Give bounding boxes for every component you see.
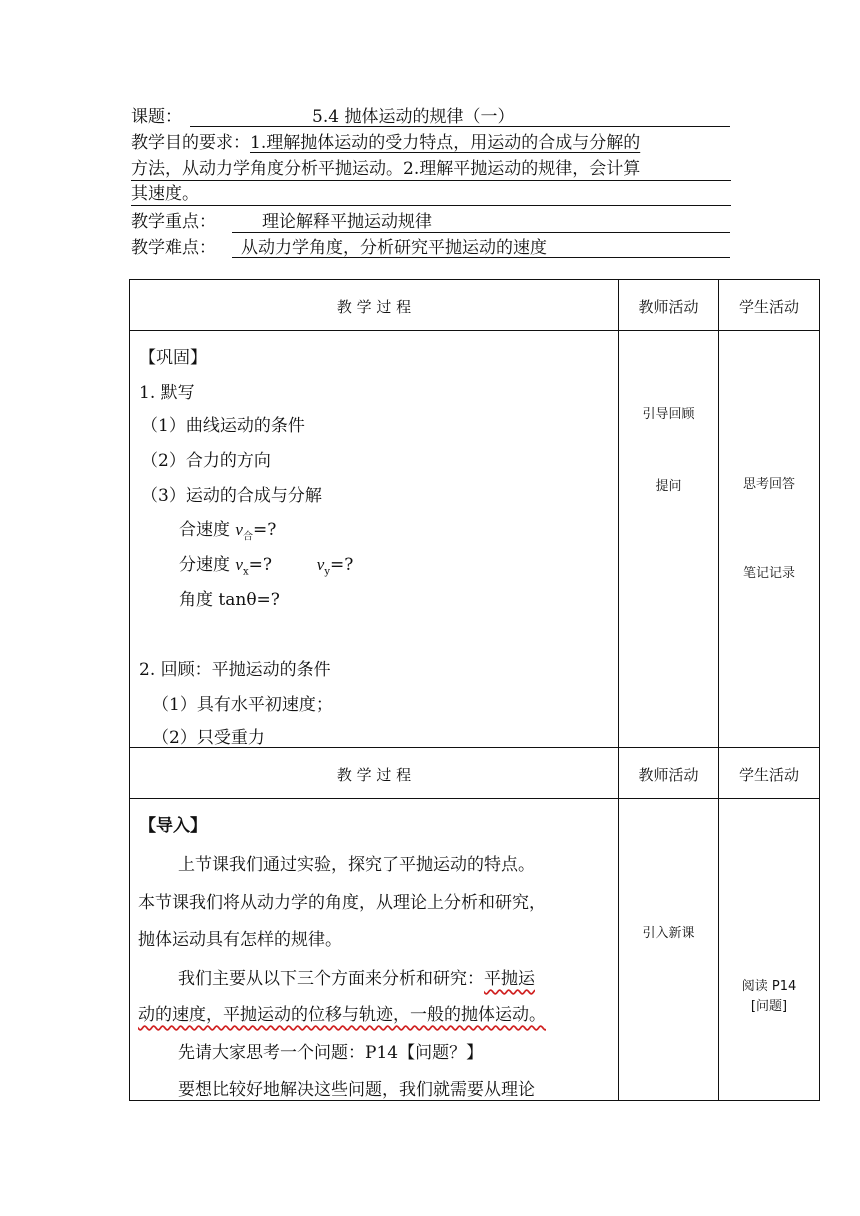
intro-p2-line-1: 我们主要从以下三个方面来分析和研究：平抛运 xyxy=(178,969,535,989)
condition-2: （2）只受重力 xyxy=(152,728,265,748)
goals-text-3: 其速度。 xyxy=(131,184,199,204)
formula-angle: 角度 tanθ=? xyxy=(179,590,280,610)
goals-line-3 xyxy=(131,183,731,205)
teacher-activity-guide-review: 引导回顾 xyxy=(642,407,695,422)
goals-line-1 xyxy=(131,132,731,154)
row-divider-1 xyxy=(129,330,820,331)
key-value: 理论解释平抛运动规律 xyxy=(262,212,432,232)
goals-text-2: 方法，从动力学角度分析平抛运动。2.理解平抛运动的规律，会计算 xyxy=(131,159,641,179)
condition-1: （1）具有水平初速度； xyxy=(152,695,333,715)
key-label: 教学重点： xyxy=(131,212,216,232)
intro-p2-line-2: 动的速度，平抛运动的位移与轨迹，一般的抛体运动。 xyxy=(138,1005,546,1025)
header-student-2: 学生活动 xyxy=(738,766,799,784)
goals-label: 教学目的要求： xyxy=(131,133,250,153)
intro-p1-line-3: 抛体运动具有怎样的规律。 xyxy=(138,930,342,950)
header-process: 教 学 过 程 xyxy=(336,298,412,316)
difficulty-row xyxy=(131,237,731,259)
difficulty-label: 教学难点： xyxy=(131,238,216,258)
goals-underline-2 xyxy=(131,180,731,181)
review-sub-1: （1）曲线运动的条件 xyxy=(141,416,305,436)
goals-underline-3 xyxy=(131,205,731,206)
student-activity-think-answer: 思考回答 xyxy=(742,477,795,492)
review-title: 【巩固】 xyxy=(139,348,207,368)
teacher-activity-intro: 引入新课 xyxy=(642,926,695,941)
review-item-2: 2. 回顾：平抛运动的条件 xyxy=(139,660,331,680)
header-teacher-2: 教师活动 xyxy=(638,766,699,784)
topic-label: 课题： xyxy=(131,107,182,127)
difficulty-value: 从动力学角度，分析研究平抛运动的速度 xyxy=(241,238,547,258)
intro-p4: 要想比较好地解决这些问题，我们就需要从理论 xyxy=(178,1080,535,1100)
header-student: 学生活动 xyxy=(738,298,799,316)
intro-title: 【导入】 xyxy=(139,816,207,836)
formula-component-velocity: 分速度 $v_x=$? $v_y=$? xyxy=(179,555,354,578)
intro-p3: 先请大家思考一个问题：P14【问题？】 xyxy=(178,1043,484,1063)
key-row xyxy=(131,211,731,233)
goals-line-2 xyxy=(131,158,731,180)
topic-row xyxy=(131,106,731,128)
formula-resultant-velocity: 合速度 $v_合=$? xyxy=(179,520,277,543)
student-activity-question: [问题] xyxy=(750,999,788,1014)
student-activity-read: 阅读 P14 xyxy=(741,979,797,994)
topic-underline xyxy=(190,126,730,127)
row-divider-3 xyxy=(129,798,820,799)
topic-value: 5.4 抛体运动的规律（一） xyxy=(312,107,515,127)
intro-p1-line-1: 上节课我们通过实验，探究了平抛运动的特点。 xyxy=(178,855,535,875)
review-sub-3: （3）运动的合成与分解 xyxy=(141,486,322,506)
student-activity-notes: 笔记记录 xyxy=(742,566,795,581)
header-process-2: 教 学 过 程 xyxy=(336,766,412,784)
review-sub-2: （2）合力的方向 xyxy=(141,451,271,471)
difficulty-underline xyxy=(232,257,730,258)
intro-p1-line-2: 本节课我们将从动力学的角度，从理论上分析和研究， xyxy=(138,893,546,913)
goals-text-1: 1.理解抛体运动的受力特点，用运动的合成与分解的 xyxy=(250,133,641,153)
header-teacher: 教师活动 xyxy=(638,298,699,316)
teacher-activity-ask: 提问 xyxy=(655,479,682,494)
review-item-1: 1. 默写 xyxy=(139,383,195,403)
key-underline xyxy=(232,232,730,233)
